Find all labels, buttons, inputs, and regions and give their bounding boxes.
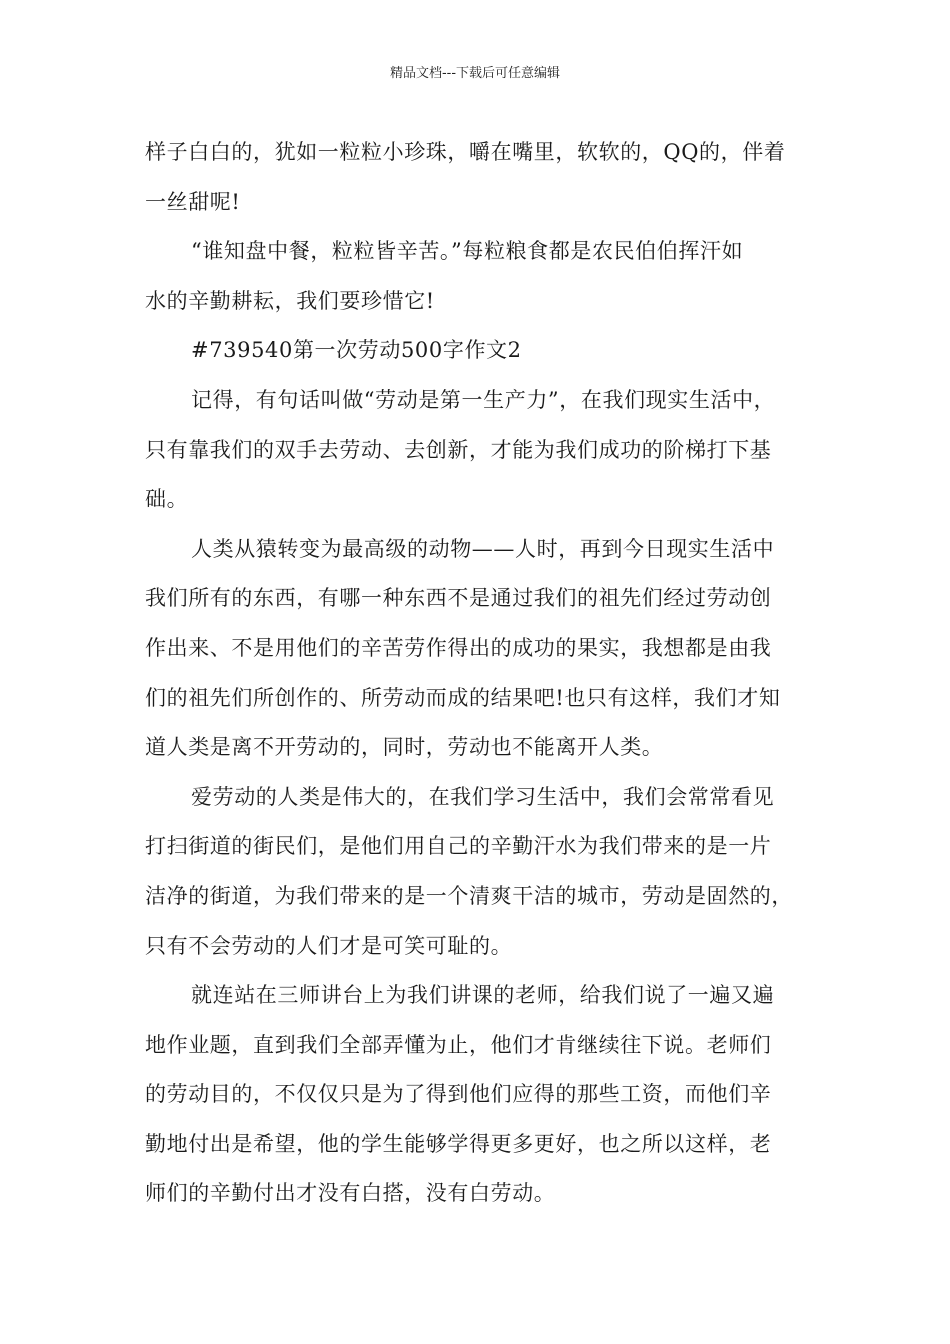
text-line: 地作业题，直到我们全部弄懂为止，他们才肯继续往下说。老师们 [145, 1032, 772, 1057]
text-line: 作出来、不是用他们的辛苦劳作得出的成功的果实，我想都是由我 [145, 635, 772, 660]
text-line: 道人类是离不开劳动的，同时，劳动也不能离开人类。 [145, 735, 664, 760]
text-line: 人类从猿转变为最高级的动物——人时，再到今日现实生活中 [191, 536, 775, 561]
text-line: 就连站在三师讲台上为我们讲课的老师，给我们说了一遍又遍 [191, 983, 775, 1008]
text-line: 打扫街道的街民们，是他们用自己的辛勤汗水为我们带来的是一片 [145, 834, 772, 859]
text-line: 只有靠我们的双手去劳动、去创新，才能为我们成功的阶梯打下基 [145, 437, 772, 462]
text-line: 洁净的街道，为我们带来的是一个清爽干洁的城市，劳动是固然的， [145, 883, 793, 908]
text-line: 勤地付出是希望，他的学生能够学得更多更好，也之所以这样，老 [145, 1131, 772, 1156]
text-line: 样子白白的，犹如一粒粒小珍珠，嚼在嘴里，软软的，QQ的，伴着 [145, 140, 786, 164]
section-heading: #739540第一次劳动500字作文2 [191, 338, 522, 363]
document-body [145, 128, 825, 1219]
text-line: 师们的辛勤付出才没有白搭，没有白劳动。 [145, 1181, 556, 1206]
page-header: 精品文档---下载后可任意编辑 [389, 66, 561, 81]
text-line: “谁知盘中餐，粒粒皆辛苦。”每粒粮食都是农民伯伯挥汗如 [191, 239, 744, 264]
text-line: 记得，有句话叫做“劳动是第一生产力”，在我们现实生活中， [191, 387, 776, 412]
text-line: 水的辛勤耕耘，我们要珍惜它! [145, 288, 435, 313]
text-line: 只有不会劳动的人们才是可笑可耻的。 [145, 933, 513, 958]
text-line: 础。 [145, 487, 189, 512]
text-line: 一丝甜呢! [145, 189, 241, 214]
text-line: 爱劳动的人类是伟大的，在我们学习生活中，我们会常常看见 [191, 784, 775, 809]
text-line: 们的祖先们所创作的、所劳动而成的结果吧!也只有这样，我们才知 [145, 685, 781, 710]
text-line: 我们所有的东西，有哪一种东西不是通过我们的祖先们经过劳动创 [145, 586, 772, 611]
text-line: 的劳动目的，不仅仅只是为了得到他们应得的那些工资，而他们辛 [145, 1082, 772, 1107]
